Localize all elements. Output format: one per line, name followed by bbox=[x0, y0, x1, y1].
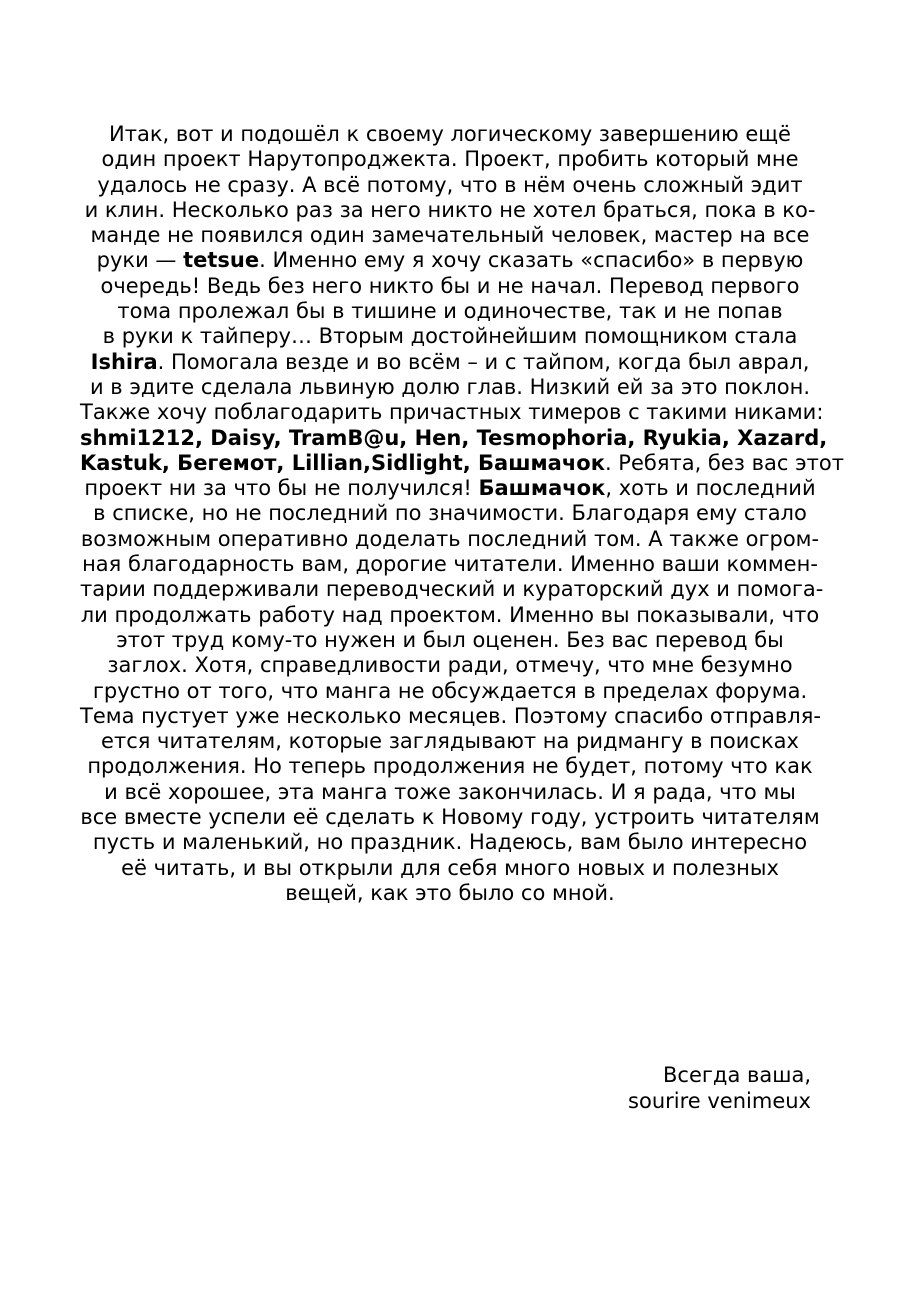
afterword-segment: очередь! Ведь без него никто бы и не начал. Перевод первого bbox=[100, 273, 800, 298]
afterword-line bbox=[80, 248, 820, 273]
afterword-segment: , хоть и последний bbox=[605, 476, 816, 501]
afterword-segment: ли продолжать работу над проектом. Именно вы показывали, что bbox=[80, 602, 820, 627]
afterword-line bbox=[80, 805, 820, 830]
afterword-segment: её читать, и вы открыли для себя много новых и полезных bbox=[121, 855, 779, 880]
afterword-segment: грустно от того, что манга не обсуждается в пределах форума. bbox=[92, 678, 808, 703]
afterword-line bbox=[80, 122, 820, 147]
afterword-segment: ется читателям, которые заглядывают на ридмангу в поисках bbox=[101, 729, 799, 754]
afterword-line bbox=[80, 577, 824, 602]
afterword-line bbox=[80, 856, 820, 881]
afterword-line bbox=[80, 780, 820, 805]
afterword-line bbox=[80, 830, 820, 855]
afterword-segment: в руки к тайперу… Вторым достойнейшим помощником стала bbox=[102, 324, 798, 349]
afterword-segment: этот труд кому-то нужен и был оценен. Без вас перевод бы bbox=[116, 627, 784, 652]
afterword-line bbox=[80, 147, 820, 172]
afterword-line bbox=[80, 350, 820, 375]
afterword-line bbox=[80, 375, 820, 400]
afterword-line bbox=[80, 628, 820, 653]
afterword-line bbox=[80, 198, 820, 223]
afterword-line bbox=[80, 450, 844, 476]
afterword-segment: Итак, вот и подошёл к своему логическому завершению ещё bbox=[109, 122, 791, 146]
afterword-line bbox=[80, 476, 820, 501]
afterword-segment: заглох. Хотя, справедливости ради, отмечу, что мне безумно bbox=[107, 653, 793, 678]
afterword-line bbox=[80, 299, 820, 324]
signature-line-author: sourire venimeux bbox=[628, 1089, 811, 1113]
afterword-segment: и клин. Несколько раз за него никто не хотел браться, пока в ко- bbox=[84, 197, 816, 222]
afterword-segment: проект ни за что бы не получился! bbox=[84, 476, 479, 501]
afterword-segment: манде не появился один замечательный человек, мастер на все bbox=[90, 223, 810, 248]
afterword-segment: удалось не сразу. А всё потому, что в нём очень сложный эдит bbox=[97, 172, 803, 197]
afterword-segment: . Именно ему я хочу сказать «спасибо» в первую bbox=[259, 248, 804, 273]
afterword-line bbox=[80, 754, 820, 779]
afterword-segment: вещей, как это было со мной. bbox=[285, 880, 615, 905]
afterword-segment: пусть и маленький, но праздник. Надеюсь, вам было интересно bbox=[92, 830, 808, 855]
afterword-line bbox=[80, 679, 820, 704]
signature-line-valediction: Всегда ваша, bbox=[663, 1063, 811, 1087]
afterword-segment: Также хочу поблагодарить причастных тимеров с такими никами: bbox=[80, 400, 824, 425]
afterword-segment: продолжения. Но теперь продолжения не будет, потому что как bbox=[87, 754, 813, 779]
afterword-segment: и в эдите сделала львиную долю глав. Низкий ей за это поклон. bbox=[89, 374, 811, 399]
afterword-name-bold: tetsue bbox=[183, 248, 260, 273]
afterword-name-bold: Башмачок bbox=[478, 476, 606, 501]
afterword-segment: . Ребята, без вас этот bbox=[604, 450, 844, 475]
afterword-segment: в списке, но не последний по значимости. Благодаря ему стало bbox=[93, 501, 807, 526]
afterword-segment: . Помогала везде и во всём – и с тайпом, когда был аврал, bbox=[157, 349, 810, 374]
afterword-segment: все вместе успели её сделать к Новому году, устроить читателям bbox=[80, 805, 820, 830]
signature bbox=[628, 1062, 811, 1114]
afterword-line bbox=[80, 881, 820, 906]
afterword-name-bold: Ishira bbox=[90, 349, 158, 374]
afterword-line bbox=[80, 173, 820, 198]
afterword-line bbox=[80, 324, 820, 349]
afterword-segment: Тема пустует уже несколько месяцев. Поэтому спасибо отправля- bbox=[80, 703, 821, 728]
afterword-line bbox=[80, 527, 820, 552]
afterword-line bbox=[80, 274, 820, 299]
afterword-line bbox=[80, 223, 820, 248]
afterword-line bbox=[80, 653, 820, 678]
afterword-segment: возможным оперативно доделать последний том. А также огром- bbox=[80, 526, 820, 551]
afterword-segment: тарии поддерживали переводческий и кураторский дух и помога- bbox=[80, 577, 824, 602]
afterword-segment: и всё хорошее, эта манга тоже закончилась. И я рада, что мы bbox=[104, 779, 796, 804]
afterword-line bbox=[80, 400, 824, 425]
afterword-segment: тома пролежал бы в тишине и одиночестве, так и не попав bbox=[117, 299, 783, 324]
afterword-name-bold: Kastuk, Бегемот, Lillian,Sidlight, Башмачок bbox=[80, 450, 605, 475]
afterword-segment: один проект Нарутопроджекта. Проект, пробить который мне bbox=[101, 147, 799, 172]
afterword-line bbox=[80, 603, 820, 628]
afterword-line bbox=[80, 552, 820, 577]
afterword-line bbox=[80, 501, 820, 526]
afterword-segment: руки — bbox=[96, 248, 184, 273]
afterword-line bbox=[80, 729, 820, 754]
afterword-line bbox=[80, 425, 828, 451]
afterword-line bbox=[80, 704, 820, 729]
afterword-segment: ная благодарность вам, дорогие читатели. Именно ваши коммен- bbox=[82, 552, 818, 577]
afterword-name-bold: shmi1212, Daisy, TramB@u, Hen, Tesmophoria, Ryukia, Xazard, bbox=[80, 425, 828, 450]
afterword-text bbox=[80, 122, 844, 906]
